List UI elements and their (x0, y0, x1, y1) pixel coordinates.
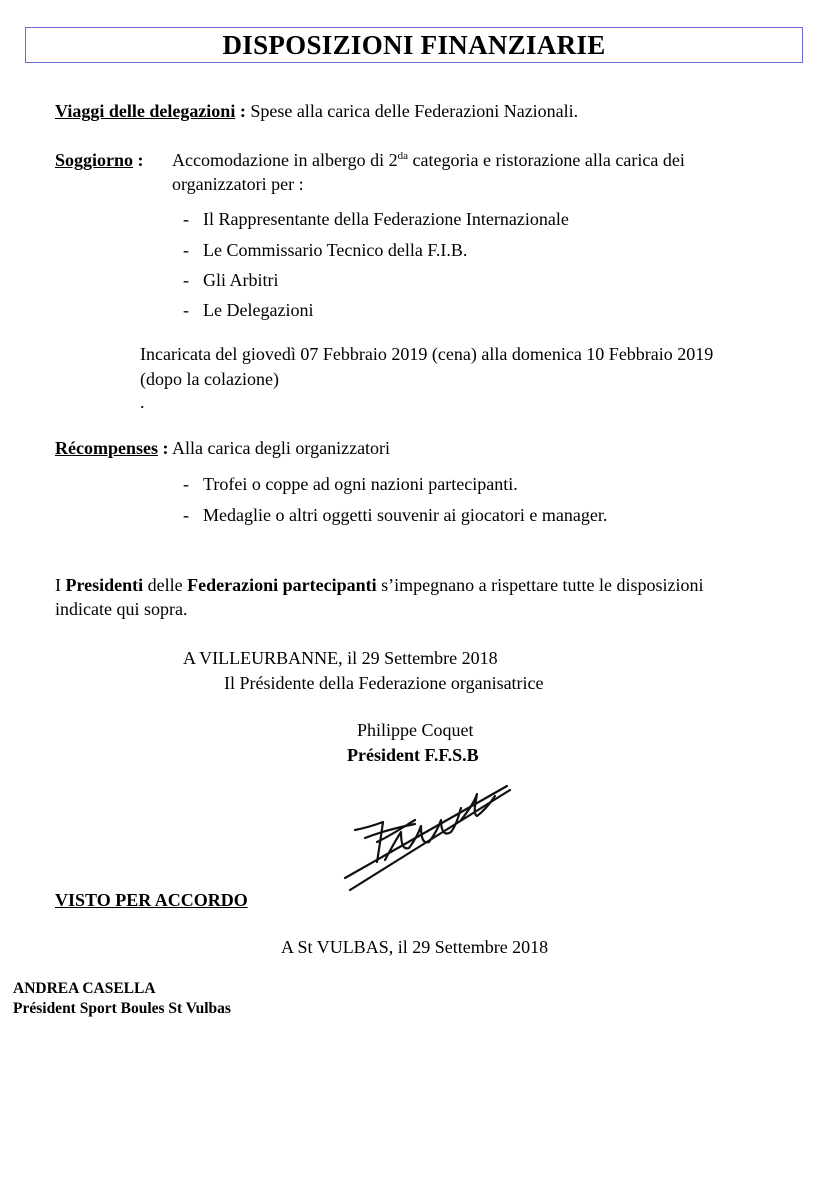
commitment-line-1 (55, 575, 704, 596)
soggiorno-heading (55, 150, 144, 171)
dash-bullet: - (183, 240, 189, 260)
list-item-text: Le Delegazioni (203, 300, 314, 320)
commitment-bold: Presidenti (65, 575, 144, 595)
period-line-1: Incaricata del giovedì 07 Febbraio 2019 (cena) alla domenica 10 Febbraio 2019 (140, 344, 714, 364)
dash-bullet: - (183, 209, 189, 229)
recompenses-colon: : (157, 438, 169, 458)
viaggi-colon: : (235, 101, 246, 121)
dash-bullet: - (183, 300, 189, 320)
recompenses-line (55, 438, 390, 459)
title-box (25, 27, 803, 63)
period-dot: . (140, 392, 145, 412)
viaggi-line (55, 101, 578, 122)
signature-stroke (345, 786, 507, 878)
recompenses-text: Alla carica degli organizzatori (168, 438, 391, 458)
page-title: DISPOSIZIONI FINANZIARIE (222, 29, 606, 60)
place-date-st-vulbas: A St VULBAS, il 29 Settembre 2018 (281, 937, 549, 957)
handwritten-signature (335, 770, 525, 900)
list-item-text: Le Commissario Tecnico della F.I.B. (203, 240, 468, 260)
soggiorno-label: Soggiorno (55, 150, 134, 170)
org-president-role: Il Présidente della Federazione organisatrice (224, 673, 544, 693)
recompenses-label: Récompenses (55, 438, 158, 458)
commitment-text: I (55, 575, 66, 595)
soggiorno-line1-sup: da (397, 150, 408, 162)
soggiorno-colon: : (133, 150, 144, 170)
list-item (183, 209, 569, 230)
second-signatory-name: ANDREA CASELLA (13, 980, 156, 997)
dash-bullet: - (183, 474, 189, 494)
commitment-text: s’impegnano a rispettare tutte le disposizioni (376, 575, 704, 595)
commitment-text: delle (143, 575, 188, 595)
signatory-title: Président F.F.S.B (347, 745, 479, 765)
signatory-name: Philippe Coquet (357, 720, 474, 740)
soggiorno-line-2: organizzatori per : (172, 174, 304, 194)
list-item (183, 474, 518, 495)
place-date-villeurbanne: A VILLEURBANNE, il 29 Settembre 2018 (183, 648, 498, 668)
list-item-text: Medaglie o altri oggetti souvenir ai giocatori e manager. (203, 505, 608, 525)
list-item (183, 505, 607, 526)
commitment-line-2: indicate qui sopra. (55, 599, 188, 619)
list-item-text: Trofei o coppe ad ogni nazioni partecipanti. (203, 474, 518, 494)
list-item (183, 270, 279, 291)
list-item-text: Gli Arbitri (203, 270, 279, 290)
signature-stroke (461, 794, 495, 820)
soggiorno-line-1 (172, 150, 685, 171)
commitment-bold: Federazioni partecipanti (187, 575, 377, 595)
list-item (183, 300, 313, 321)
viaggi-label: Viaggi delle delegazioni (55, 101, 236, 121)
list-item (183, 240, 467, 261)
dash-bullet: - (183, 270, 189, 290)
list-item-text: Il Rappresentante della Federazione Internazionale (203, 209, 569, 229)
soggiorno-line1-pre: Accomodazione in albergo di 2 (172, 150, 398, 170)
dash-bullet: - (183, 505, 189, 525)
visto-per-accordo: VISTO PER ACCORDO (55, 890, 248, 910)
second-signatory-title: Président Sport Boules St Vulbas (13, 1000, 231, 1017)
soggiorno-line1-post: categoria e ristorazione alla carica dei (408, 150, 685, 170)
period-line-2: (dopo la colazione) (140, 369, 279, 389)
viaggi-text: Spese alla carica delle Federazioni Nazionali. (245, 101, 579, 121)
